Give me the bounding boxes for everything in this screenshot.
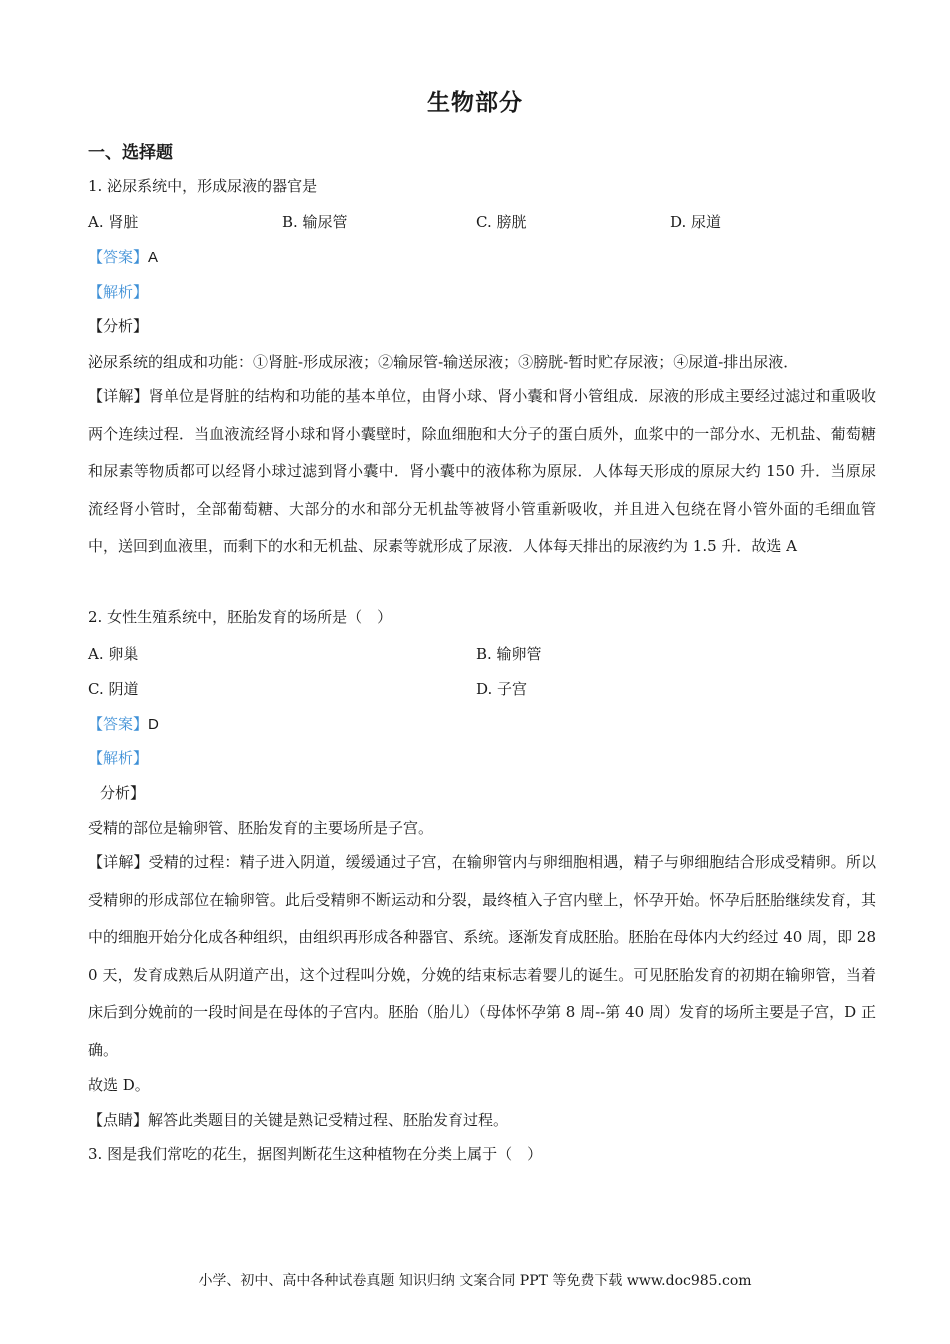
section-heading: 一、选择题 — [88, 143, 173, 163]
page-title: 生物部分 — [427, 89, 523, 116]
q1-option-c: C. 膀胱 — [476, 213, 527, 231]
q1-answer-value: A — [148, 249, 159, 266]
q2-answer — [88, 714, 159, 735]
q2-detail — [88, 844, 876, 1069]
q2-option-a: A. 卵巢 — [88, 645, 139, 663]
q1-answer-label: 【答案】 — [88, 249, 149, 266]
q2-conclusion: 故选 D。 — [88, 1076, 150, 1094]
q2-option-d: D. 子宫 — [476, 680, 528, 698]
q1-option-b: B. 输尿管 — [282, 213, 348, 231]
page-footer: 小学、初中、高中各种试卷真题 知识归纳 文案合同 PPT 等免费下载 www.doc985.com — [198, 1273, 752, 1289]
q2-option-b: B. 输卵管 — [476, 645, 542, 663]
q2-answer-value: D — [148, 716, 159, 733]
q1-answer — [88, 247, 158, 268]
q1-detail — [88, 378, 876, 566]
q1-stem: 1. 泌尿系统中，形成尿液的器官是 — [88, 177, 318, 195]
q1-option-a: A. 肾脏 — [88, 213, 139, 231]
q2-option-c: C. 阴道 — [88, 680, 139, 698]
q1-detail-text: 肾单位是肾脏的结构和功能的基本单位，由肾小球、肾小囊和肾小管组成．尿液的形成主要经过滤过和重吸收两个连续过程．当血液流经肾小球和肾小囊壁时，除血细胞和大分子的蛋白质外，血浆中的一部分水、无机盐、葡萄糖和尿素等物质都可以经肾小球过滤到肾小囊中．肾小囊中的液体称为原尿．人体每天形成的原尿大约 150 升．当原尿流经肾小管时，全部葡萄糖、大部分的水和部分无机盐等被肾小管重新吸收，并且进入包绕在肾小管外面的毛细血管中，送回到血液里，而剩下的水和无机盐、尿素等就形成了尿液．人体每天排出的尿液约为 1.5 升．故选 A — [88, 387, 876, 555]
q2-analysis-label: 【解析】 — [88, 750, 149, 767]
q2-dianjing — [88, 1110, 508, 1131]
q2-dianjing-label: 【点睛】 — [88, 1112, 149, 1129]
q2-dianjing-text: 解答此类题目的关键是熟记受精过程、胚胎发育过程。 — [148, 1111, 509, 1129]
q1-fenxi-label: 【分析】 — [88, 318, 149, 335]
q2-fenxi-label: 分析】 — [100, 785, 146, 802]
q3-stem: 3. 图是我们常吃的花生，据图判断花生这种植物在分类上属于（ ） — [88, 1145, 543, 1163]
q2-detail-label: 【详解】 — [88, 854, 149, 871]
q1-analysis-label: 【解析】 — [88, 284, 149, 301]
q1-option-d: D. 尿道 — [670, 213, 722, 231]
q2-answer-label: 【答案】 — [88, 716, 149, 733]
q2-detail-text: 受精的过程：精子进入阴道，缓缓通过子宫，在输卵管内与卵细胞相遇，精子与卵细胞结合形成受精卵。所以受精卵的形成部位在输卵管。此后受精卵不断运动和分裂，最终植入子宫内壁上，怀孕开始。怀孕后胚胎继续发育，其中的细胞开始分化成各种组织，由组织再形成各种器官、系统。逐渐发育成胚胎。胚胎在母体内大约经过 40 周，即 280 天，发育成熟后从阴道产出，这个过程叫分娩，分娩的结束标志着婴儿的诞生。可见胚胎发育的初期在输卵管，当着床后到分娩前的一段时间是在母体的子宫内。胚胎（胎儿）（母体怀孕第 8 周--第 40 周）发育的场所主要是子宫，D 正确。 — [88, 853, 876, 1059]
q1-fenxi-text: 泌尿系统的组成和功能：①肾脏-形成尿液；②输尿管-输送尿液；③膀胱-暂时贮存尿液；④尿道-排出尿液． — [88, 353, 799, 371]
q1-detail-label: 【详解】 — [88, 388, 149, 405]
q2-fenxi-text: 受精的部位是输卵管、胚胎发育的主要场所是子宫。 — [88, 819, 434, 837]
q2-stem: 2. 女性生殖系统中，胚胎发育的场所是（ ） — [88, 608, 393, 626]
